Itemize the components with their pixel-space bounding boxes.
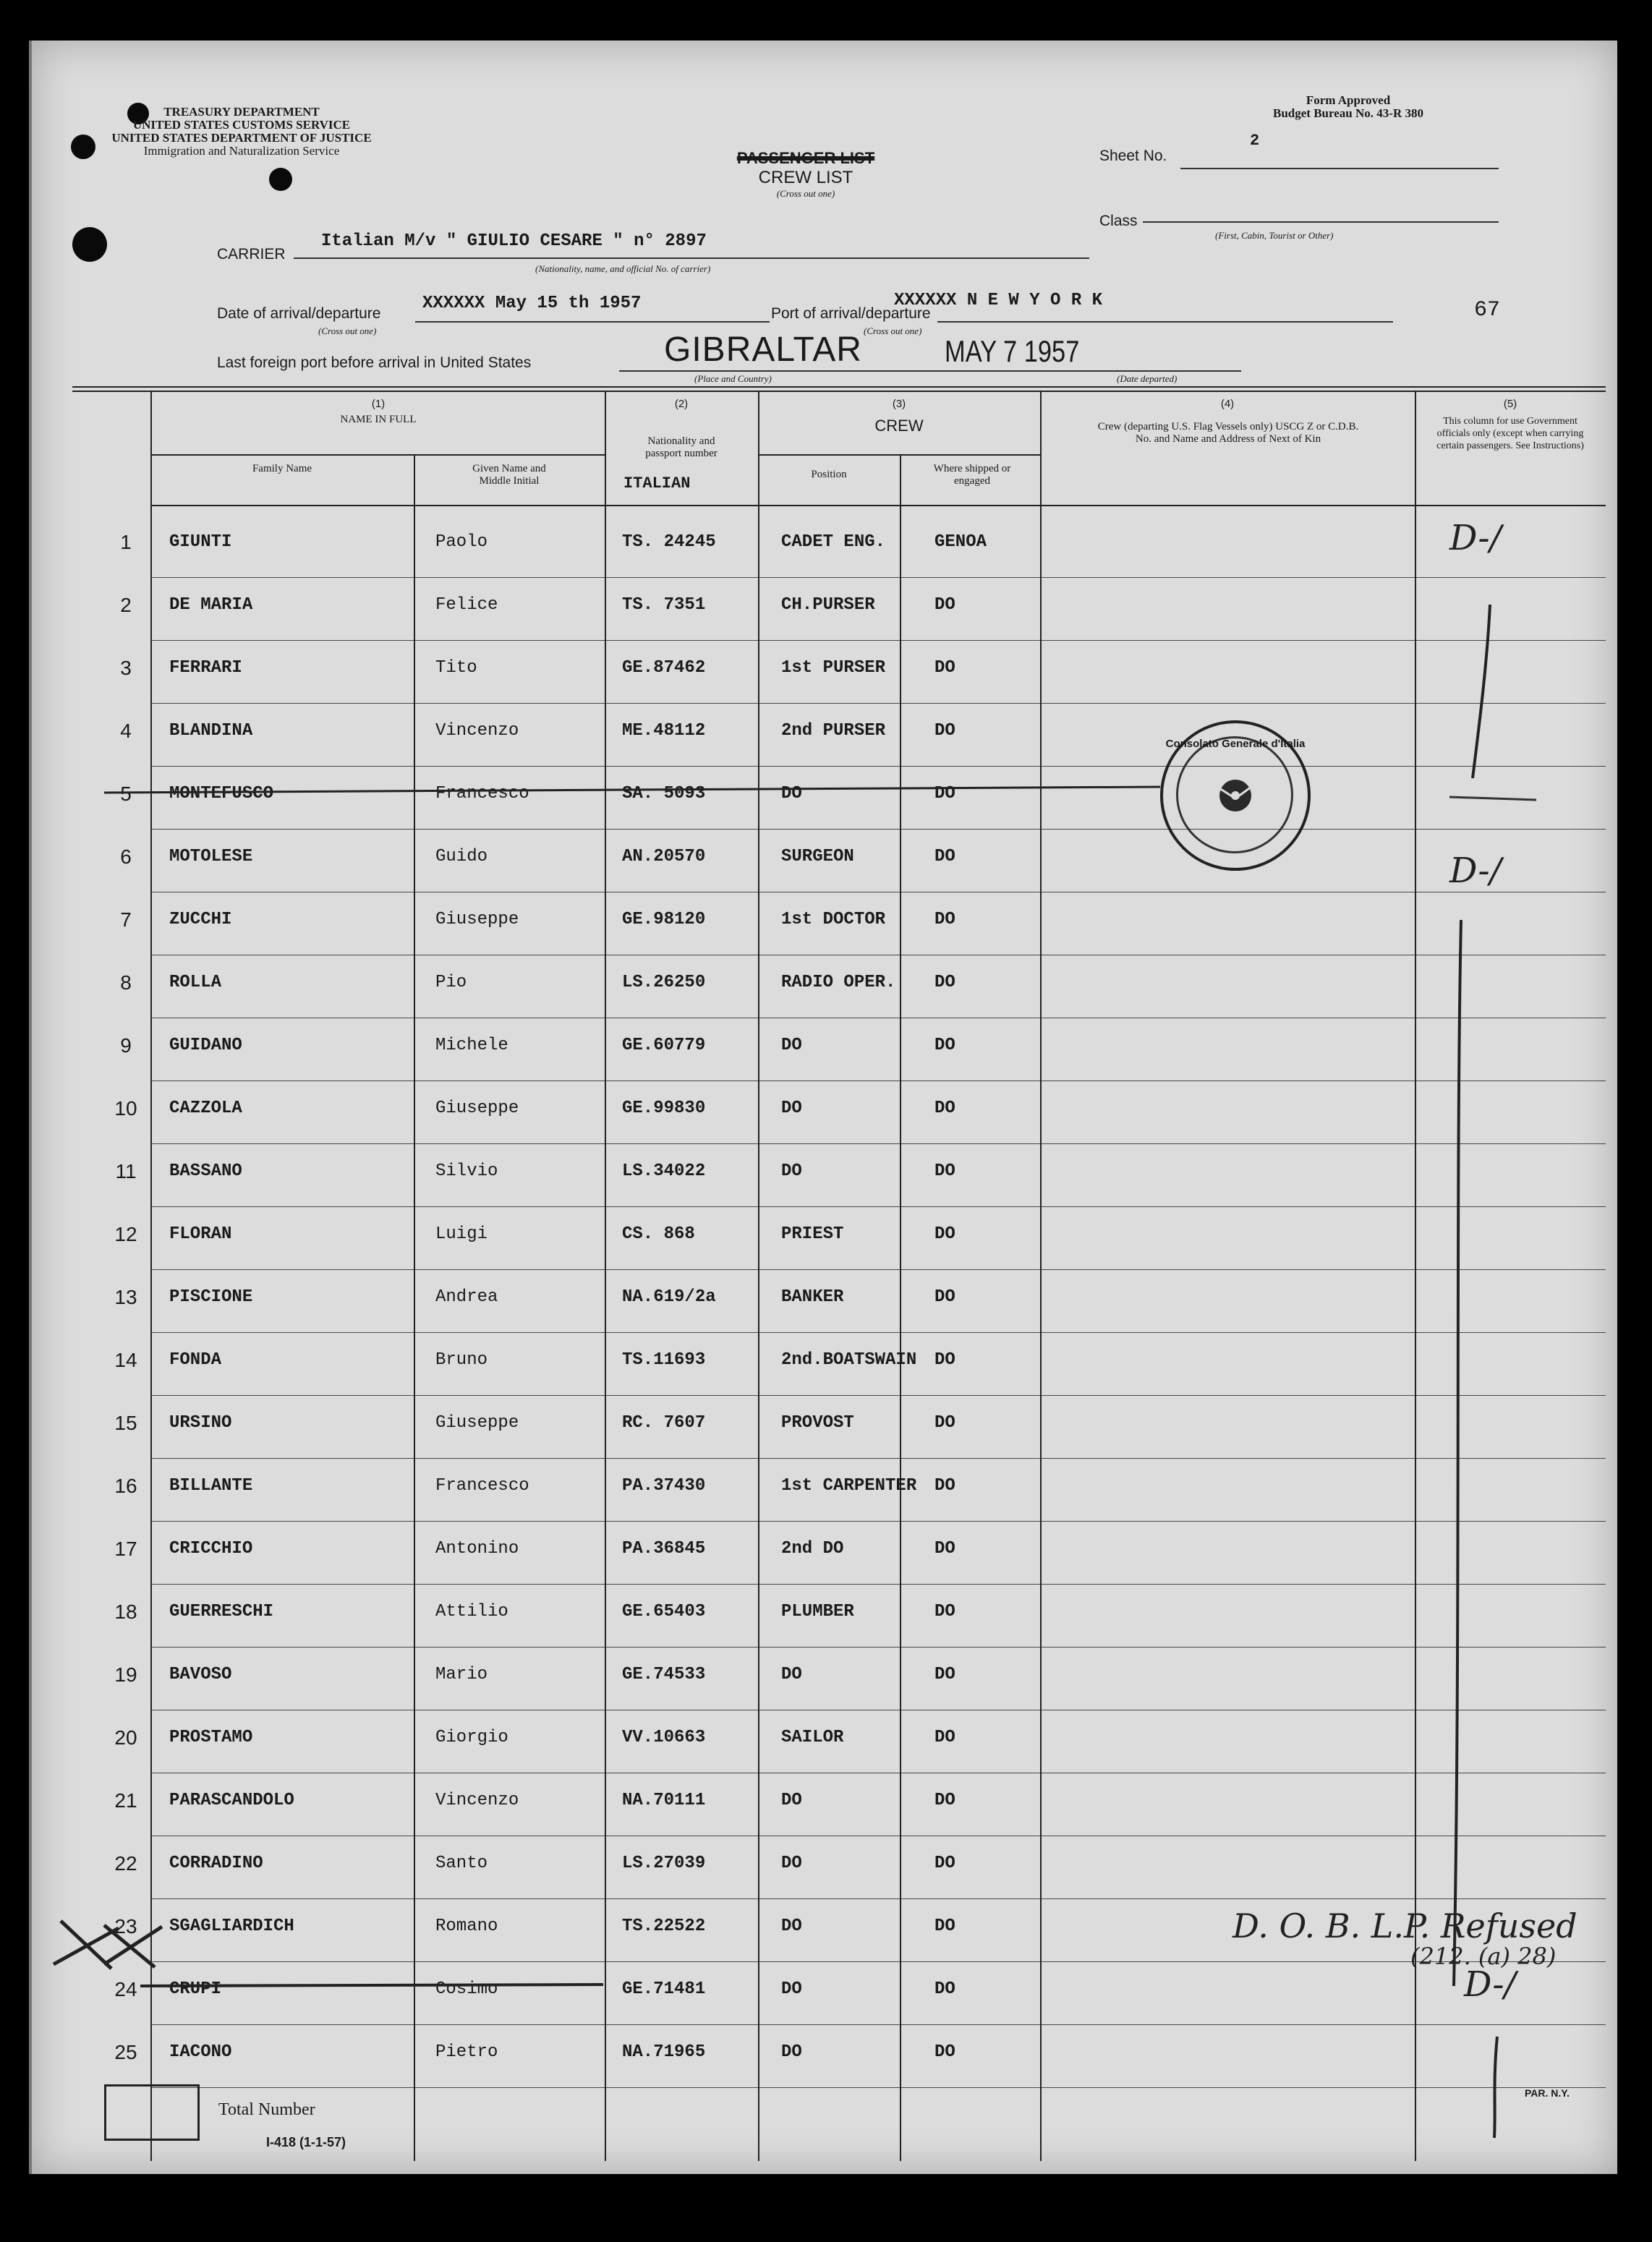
crew-position: RADIO OPER. bbox=[781, 973, 896, 992]
family-name: MOTOLESE bbox=[169, 847, 253, 866]
passport-number: LS.27039 bbox=[622, 1854, 706, 1873]
disposition-mark: D-/ bbox=[1449, 518, 1502, 558]
row-number: 18 bbox=[114, 1600, 137, 1623]
given-name: Santo bbox=[435, 1854, 488, 1873]
given-name: Luigi bbox=[435, 1224, 488, 1244]
col5-number: (5) bbox=[1503, 398, 1517, 410]
row-number: 8 bbox=[120, 971, 132, 994]
agency-line: UNITED STATES CUSTOMS SERVICE bbox=[132, 118, 351, 132]
family-name: CRICCHIO bbox=[169, 1539, 253, 1559]
crew-position: PRIEST bbox=[781, 1224, 844, 1244]
family-name: PARASCANDOLO bbox=[169, 1791, 294, 1810]
row-number: 1 bbox=[120, 531, 132, 553]
crew-position: DO bbox=[781, 1791, 802, 1810]
col4-number: (4) bbox=[1220, 398, 1235, 410]
port-value: XXXXXX N E W Y O R K bbox=[894, 291, 1103, 310]
sheet-label: Sheet No. bbox=[1099, 148, 1167, 164]
shipped-at: DO bbox=[934, 1791, 955, 1810]
port-label: Port of arrival/departure bbox=[771, 305, 931, 322]
crew-position: DO bbox=[781, 1162, 802, 1181]
crew-position: DO bbox=[781, 1036, 802, 1055]
passport-number: ME.48112 bbox=[622, 721, 706, 741]
col2-title: Nationality and passport number bbox=[645, 435, 718, 459]
passport-number: AN.20570 bbox=[622, 847, 706, 866]
passport-number: TS.22522 bbox=[622, 1917, 706, 1936]
form-title-note: (Cross out one) bbox=[776, 188, 835, 199]
family-name: BASSANO bbox=[169, 1162, 242, 1181]
row-number: 24 bbox=[114, 1978, 137, 2000]
disposition-mark: D-/ bbox=[1464, 1964, 1516, 2005]
given-name: Michele bbox=[435, 1036, 508, 1055]
given-name: Felice bbox=[435, 595, 498, 615]
given-name: Pio bbox=[435, 973, 467, 992]
passport-number: CS. 868 bbox=[622, 1224, 695, 1244]
crew-list-document bbox=[29, 41, 1617, 2174]
given-name: Guido bbox=[435, 847, 488, 866]
row-number: 16 bbox=[114, 1475, 137, 1497]
family-name: URSINO bbox=[169, 1413, 232, 1433]
passport-number: TS. 7351 bbox=[622, 595, 706, 615]
crew-position: 1st CARPENTER bbox=[781, 1476, 917, 1496]
sheet-value: 2 bbox=[1250, 132, 1260, 150]
family-name: ZUCCHI bbox=[169, 910, 232, 929]
family-name: FERRARI bbox=[169, 658, 242, 678]
carrier-value: Italian M/v " GIULIO CESARE " n° 2897 bbox=[321, 231, 707, 251]
page-mark: 67 bbox=[1474, 298, 1501, 323]
shipped-at: DO bbox=[934, 1099, 955, 1118]
crew-position: DO bbox=[781, 1854, 802, 1873]
given-name-heading: Given Name and Middle Initial bbox=[472, 463, 546, 487]
family-name: ROLLA bbox=[169, 973, 222, 992]
col2-number: (2) bbox=[674, 398, 689, 410]
shipped-at: DO bbox=[934, 1350, 955, 1370]
arrival-label: Date of arrival/departure bbox=[217, 305, 381, 322]
family-name: MONTEFUSCO bbox=[169, 784, 274, 804]
row-number: 4 bbox=[120, 720, 132, 742]
disposition-mark: D-/ bbox=[1449, 851, 1502, 891]
form-approved-line: Budget Bureau No. 43-R 380 bbox=[1273, 106, 1423, 120]
passport-number: GE.98120 bbox=[622, 910, 706, 929]
family-name: PISCIONE bbox=[169, 1287, 253, 1307]
arrival-value: XXXXXX May 15 th 1957 bbox=[422, 294, 642, 313]
family-name: SGAGLIARDICH bbox=[169, 1917, 294, 1936]
form-approved-line: Form Approved bbox=[1306, 93, 1391, 107]
row-number: 10 bbox=[114, 1097, 137, 1120]
family-name: GUIDANO bbox=[169, 1036, 242, 1055]
shipped-at: DO bbox=[934, 1979, 955, 1999]
crew-position: CADET ENG. bbox=[781, 532, 886, 552]
shipped-at: DO bbox=[934, 1224, 955, 1244]
row-number: 22 bbox=[114, 1852, 137, 1875]
shipped-at: GENOA bbox=[934, 532, 987, 552]
crew-position: PROVOST bbox=[781, 1413, 854, 1433]
row-number: 15 bbox=[114, 1412, 137, 1434]
form-number: I-418 (1-1-57) bbox=[266, 2135, 346, 2149]
given-name: Cosimo bbox=[435, 1979, 498, 1999]
position-heading: Position bbox=[811, 469, 847, 480]
form-title-struck: PASSENGER LIST bbox=[736, 149, 875, 167]
family-name: BAVOSO bbox=[169, 1665, 232, 1684]
crew-position: 1st DOCTOR bbox=[781, 910, 886, 929]
last-port-label: Last foreign port before arrival in United States bbox=[217, 354, 532, 371]
passport-number: PA.36845 bbox=[622, 1539, 706, 1559]
crew-position: SAILOR bbox=[781, 1728, 844, 1747]
given-name: Andrea bbox=[435, 1287, 498, 1307]
row-number: 3 bbox=[120, 657, 132, 679]
family-name: BILLANTE bbox=[169, 1476, 253, 1496]
carrier-label: CARRIER bbox=[217, 246, 286, 263]
given-name: Tito bbox=[435, 658, 477, 678]
form-title: CREW LIST bbox=[758, 168, 853, 187]
shipped-at: DO bbox=[934, 658, 955, 678]
handwritten-lines bbox=[32, 41, 1617, 2174]
shipped-at: DO bbox=[934, 1162, 955, 1181]
passport-number: VV.10663 bbox=[622, 1728, 706, 1747]
col1-title: NAME IN FULL bbox=[340, 414, 417, 425]
passport-number: PA.37430 bbox=[622, 1476, 706, 1496]
total-number-label: Total Number bbox=[218, 2100, 315, 2119]
row-number: 19 bbox=[114, 1663, 137, 1686]
family-name: IACONO bbox=[169, 2042, 232, 2062]
shipped-at: DO bbox=[934, 1413, 955, 1433]
dob-refused-note-2: (212. (a) 28) bbox=[1410, 1943, 1557, 1970]
row-number: 11 bbox=[115, 1160, 137, 1182]
family-name: GIUNTI bbox=[169, 532, 232, 552]
last-port-note: (Place and Country) bbox=[694, 373, 772, 384]
row-number: 6 bbox=[120, 845, 132, 868]
row-number: 21 bbox=[114, 1789, 137, 1812]
shipped-at: DO bbox=[934, 1036, 955, 1055]
row-number: 12 bbox=[114, 1223, 137, 1245]
row-number: 2 bbox=[120, 594, 132, 616]
carrier-note: (Nationality, name, and official No. of carrier) bbox=[535, 263, 711, 274]
passport-number: NA.619/2a bbox=[622, 1287, 716, 1307]
date-departed-value: MAY 7 1957 bbox=[945, 334, 1080, 368]
crew-position: DO bbox=[781, 2042, 802, 2062]
total-number-box[interactable] bbox=[104, 2084, 200, 2141]
passport-number: GE.65403 bbox=[622, 1602, 706, 1621]
port-note: (Cross out one) bbox=[864, 325, 922, 336]
crew-position: DO bbox=[781, 1917, 802, 1936]
passport-number: GE.60779 bbox=[622, 1036, 706, 1055]
shipped-at: DO bbox=[934, 1917, 955, 1936]
row-number: 17 bbox=[114, 1538, 137, 1560]
col5-title: This column for use Government officials only (except when carrying certain passengers. See Instructions) bbox=[1436, 416, 1584, 451]
shipped-heading: Where shipped or engaged bbox=[933, 463, 1011, 487]
row-number: 9 bbox=[120, 1034, 132, 1057]
crew-position: 2nd PURSER bbox=[781, 721, 886, 741]
class-note: (First, Cabin, Tourist or Other) bbox=[1215, 230, 1334, 241]
given-name: Giorgio bbox=[435, 1728, 508, 1747]
par-mark: PAR. N.Y. bbox=[1525, 2087, 1570, 2099]
crew-position: BANKER bbox=[781, 1287, 844, 1307]
shipped-at: DO bbox=[934, 721, 955, 741]
given-name: Silvio bbox=[435, 1162, 498, 1181]
family-name: FLORAN bbox=[169, 1224, 232, 1244]
crew-position: CH.PURSER bbox=[781, 595, 875, 615]
shipped-at: DO bbox=[934, 910, 955, 929]
family-name: CORRADINO bbox=[169, 1854, 263, 1873]
crew-position: 2nd DO bbox=[781, 1539, 844, 1559]
crew-position: SURGEON bbox=[781, 847, 854, 866]
given-name: Antonino bbox=[435, 1539, 519, 1559]
nationality-value: ITALIAN bbox=[623, 474, 691, 493]
passport-number: GE.71481 bbox=[622, 1979, 706, 1999]
class-label: Class bbox=[1099, 213, 1138, 229]
shipped-at: DO bbox=[934, 1476, 955, 1496]
col1-number: (1) bbox=[371, 398, 386, 410]
shipped-at: DO bbox=[934, 973, 955, 992]
passport-number: LS.34022 bbox=[622, 1162, 706, 1181]
arrival-note: (Cross out one) bbox=[318, 325, 377, 336]
row-number: 20 bbox=[114, 1726, 137, 1749]
row-number: 5 bbox=[120, 783, 132, 805]
shipped-at: DO bbox=[934, 595, 955, 615]
crew-position: PLUMBER bbox=[781, 1602, 854, 1621]
date-departed-note: (Date departed) bbox=[1117, 373, 1178, 384]
family-name-heading: Family Name bbox=[252, 463, 312, 474]
given-name: Vincenzo bbox=[435, 1791, 519, 1810]
passport-number: LS.26250 bbox=[622, 973, 706, 992]
given-name: Paolo bbox=[435, 532, 488, 552]
given-name: Francesco bbox=[435, 784, 529, 804]
given-name: Attilio bbox=[435, 1602, 508, 1621]
dob-refused-note: D. O. B. L.P. Refused bbox=[1232, 1906, 1578, 1945]
row-number: 23 bbox=[114, 1915, 137, 1938]
passport-number: NA.70111 bbox=[622, 1791, 706, 1810]
passport-number: TS. 24245 bbox=[622, 532, 716, 552]
given-name: Pietro bbox=[435, 2042, 498, 2062]
given-name: Giuseppe bbox=[435, 910, 519, 929]
family-name: GUERRESCHI bbox=[169, 1602, 274, 1621]
shipped-at: DO bbox=[934, 1287, 955, 1307]
last-port-value: GIBRALTAR bbox=[664, 331, 862, 369]
shipped-at: DO bbox=[934, 1854, 955, 1873]
family-name: DE MARIA bbox=[169, 595, 253, 615]
shipped-at: DO bbox=[934, 2042, 955, 2062]
row-number: 14 bbox=[114, 1349, 137, 1371]
agency-line: Immigration and Naturalization Service bbox=[143, 144, 340, 158]
crew-position: DO bbox=[781, 1099, 802, 1118]
given-name: Giuseppe bbox=[435, 1099, 519, 1118]
crew-position: 2nd.BOATSWAIN bbox=[781, 1350, 917, 1370]
agency-line: UNITED STATES DEPARTMENT OF JUSTICE bbox=[111, 131, 372, 145]
passport-number: GE.74533 bbox=[622, 1665, 706, 1684]
stamp-text: Consolato Generale d'Italia bbox=[1165, 738, 1306, 750]
row-number: 25 bbox=[114, 2041, 137, 2063]
shipped-at: DO bbox=[934, 1602, 955, 1621]
given-name: Francesco bbox=[435, 1476, 529, 1496]
crew-position: DO bbox=[781, 784, 802, 804]
given-name: Romano bbox=[435, 1917, 498, 1936]
row-number: 13 bbox=[114, 1286, 137, 1308]
given-name: Vincenzo bbox=[435, 721, 519, 741]
col3-title: CREW bbox=[874, 417, 924, 435]
passport-number: SA. 5093 bbox=[622, 784, 706, 804]
passport-number: GE.87462 bbox=[622, 658, 706, 678]
shipped-at: DO bbox=[934, 847, 955, 866]
passport-number: GE.99830 bbox=[622, 1099, 706, 1118]
crew-position: DO bbox=[781, 1979, 802, 1999]
passport-number: TS.11693 bbox=[622, 1350, 706, 1370]
family-name: BLANDINA bbox=[169, 721, 253, 741]
shipped-at: DO bbox=[934, 784, 955, 804]
family-name: CAZZOLA bbox=[169, 1099, 242, 1118]
crew-position: DO bbox=[781, 1665, 802, 1684]
crew-position: 1st PURSER bbox=[781, 658, 886, 678]
passport-number: RC. 7607 bbox=[622, 1413, 706, 1433]
family-name: CRUPI bbox=[169, 1979, 222, 1999]
given-name: Bruno bbox=[435, 1350, 488, 1370]
agency-line: TREASURY DEPARTMENT bbox=[163, 105, 320, 119]
given-name: Mario bbox=[435, 1665, 488, 1684]
shipped-at: DO bbox=[934, 1728, 955, 1747]
shipped-at: DO bbox=[934, 1539, 955, 1559]
passport-number: NA.71965 bbox=[622, 2042, 706, 2062]
given-name: Giuseppe bbox=[435, 1413, 519, 1433]
col3-number: (3) bbox=[892, 398, 906, 410]
col4-title: Crew (departing U.S. Flag Vessels only) USCG Z or C.D.B. No. and Name and Address of Next of Kin bbox=[1097, 421, 1359, 445]
family-name: FONDA bbox=[169, 1350, 222, 1370]
family-name: PROSTAMO bbox=[169, 1728, 253, 1747]
shipped-at: DO bbox=[934, 1665, 955, 1684]
row-number: 7 bbox=[120, 908, 132, 931]
